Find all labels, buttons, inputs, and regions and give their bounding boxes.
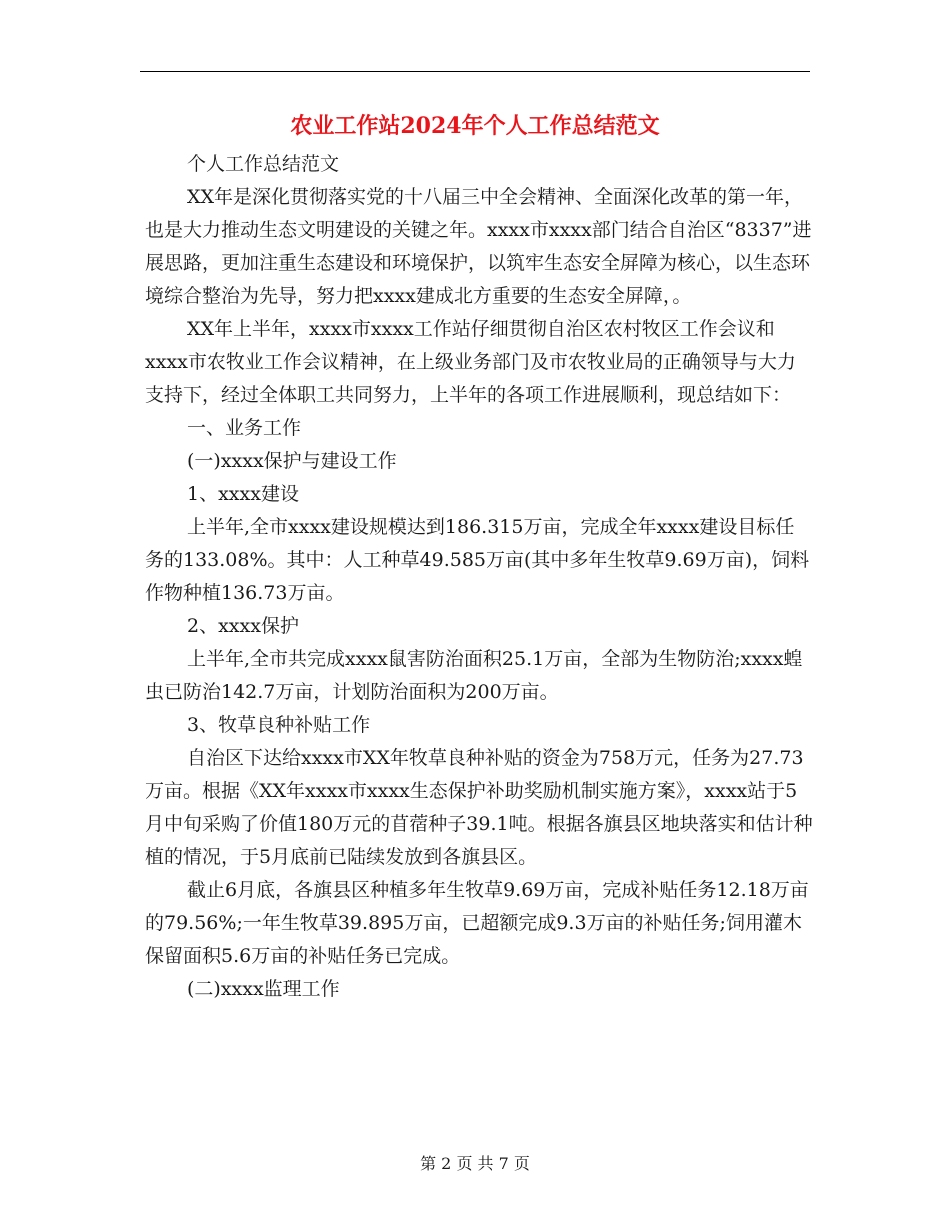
subsection-heading: (二)xxxx监理工作 xyxy=(187,978,340,1000)
subsection-heading: (一)xxxx保护与建设工作 xyxy=(187,450,397,472)
page-footer: 第 2 页 共 7 页 xyxy=(420,1154,530,1173)
item-heading: 1、xxxx建设 xyxy=(187,483,299,505)
section-heading: 一、业务工作 xyxy=(187,417,302,439)
paragraph: XX年是深化贯彻落实党的十八届三中全会精神、全面深化改革的第一年，也是大力推动生态文明建设的关键之年。xxxx市xxxx部门结合自治区“8337”进展思路，更加注重生态建设和环境保护，以筑牢生态安全屏障为核心，以生态环境综合整治为先导，努力把xxxx建成北方重要的生态安全屏障，。 xyxy=(145,186,812,307)
paragraph: 上半年,全市共完成xxxx鼠害防治面积25.1万亩，全部为生物防治;xxxx蝗虫已防治142.7万亩，计划防治面积为200万亩。 xyxy=(145,648,803,703)
paragraph: 自治区下达给xxxx市XX年牧草良种补贴的资金为758万元，任务为27.73万亩。根据《XX年xxxx市xxxx生态保护补助奖励机制实施方案》，xxxx站于5月中旬采购了价值180万元的苜蓿种子39.1吨。根据各旗县区地块落实和估计种植的情况，于5月底前已陆续发放到各旗县区。 xyxy=(145,747,813,868)
header-rule xyxy=(140,71,810,72)
paragraph: 上半年,全市xxxx建设规模达到186.315万亩，完成全年xxxx建设目标任务的133.08%。其中：人工种草49.585万亩(其中多年生牧草9.69万亩)，饲料作物种植136.73万亩。 xyxy=(145,516,810,604)
document-body xyxy=(145,148,813,1006)
item-heading: 2、xxxx保护 xyxy=(187,615,299,637)
item-heading: 3、牧草良种补贴工作 xyxy=(187,714,371,736)
paragraph: XX年上半年，xxxx市xxxx工作站仔细贯彻自治区农村牧区工作会议和xxxx市农牧业工作会议精神，在上级业务部门及市农牧业局的正确领导与大力支持下，经过全体职工共同努力，上半年的各项工作进展顺利，现总结如下： xyxy=(145,318,796,406)
paragraph: 个人工作总结范文 xyxy=(187,153,340,175)
document-title: 农业工作站2024年个人工作总结范文 xyxy=(290,113,660,139)
paragraph: 截止6月底，各旗县区种植多年生牧草9.69万亩，完成补贴任务12.18万亩的79.56%;一年生牧草39.895万亩，已超额完成9.3万亩的补贴任务;饲用灌木保留面积5.6万亩的补贴任务已完成。 xyxy=(145,879,809,967)
